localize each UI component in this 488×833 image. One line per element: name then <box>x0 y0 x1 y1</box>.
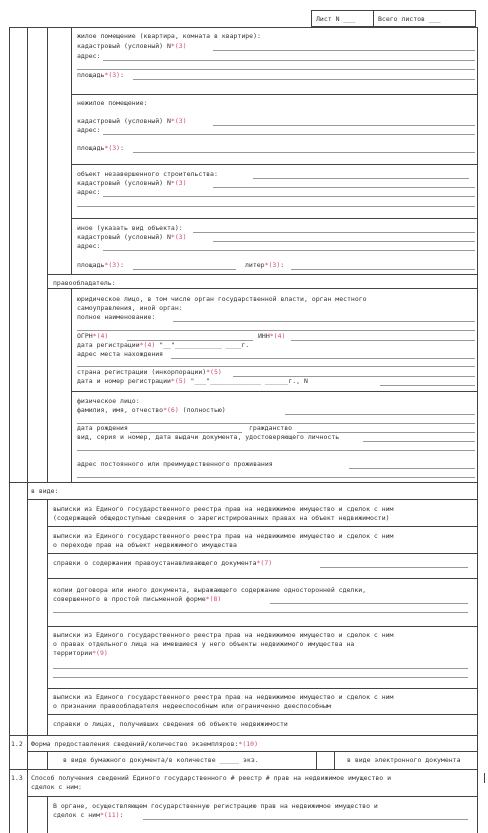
option-line: территории <box>53 649 93 657</box>
option-input[interactable] <box>270 603 468 604</box>
birth-date-label: дата рождения <box>77 424 128 432</box>
divider <box>47 688 477 689</box>
unfinished-title: объект незавершенного строительства: <box>77 170 218 178</box>
citizenship-label: гражданство <box>249 424 293 432</box>
registration-number-field[interactable]: "___"_____________ ______г., N <box>190 377 308 385</box>
residential-area-input[interactable] <box>133 79 475 80</box>
column-divider <box>47 751 48 769</box>
nonresidential-cadastral-input[interactable] <box>213 125 475 126</box>
registration-date-label: дата регистрации <box>77 341 140 349</box>
column-divider-2 <box>47 27 48 482</box>
section-line-1: Способ получения сведений Единого государственного # реестр # прав на недвижимое имущество и <box>31 774 392 782</box>
option-line: о признании правообладателя недееспособным или ограниченно дееспособным <box>53 702 331 710</box>
form-section-title: в виде: <box>31 487 59 495</box>
individual-title: физическое лицо: <box>77 397 140 405</box>
footnote-ref: *(4) <box>139 341 156 349</box>
option-line: справки о лицах, получивших сведения об объекте недвижимости <box>53 720 288 728</box>
footnote-ref: *(10) <box>238 740 258 748</box>
inn-input[interactable] <box>291 340 475 341</box>
location-address-input-2[interactable] <box>77 366 475 367</box>
divider <box>9 735 478 736</box>
footnote-ref: *(5) <box>206 368 222 376</box>
option-line: справки о содержании правоустанавливающего документа <box>53 559 257 567</box>
nonresidential-title: нежилое помещение: <box>77 99 148 107</box>
footnote-ref: *(9) <box>92 649 108 657</box>
legal-full-name-input-2[interactable] <box>77 330 475 331</box>
option-line: выписки из Единого государственного реестра прав на недвижимое имущество и сделок с ним <box>53 532 394 540</box>
legal-line-2: самоуправления, иной орган: <box>77 304 183 312</box>
footnote-ref: *(3) <box>104 261 121 269</box>
footnote-ref: *(6) <box>163 406 179 414</box>
divider <box>47 288 477 289</box>
full-name-label: фамилия, имя, отчество <box>77 406 164 414</box>
unfinished-address-input[interactable] <box>103 196 475 197</box>
paper-document-option[interactable]: в виде бумажного документа/в количестве _____ экз. <box>63 756 259 764</box>
identity-document-input-2[interactable] <box>77 450 475 451</box>
other-title: иное (указать вид объекта): <box>77 224 183 232</box>
column-divider <box>47 499 48 735</box>
option-input[interactable] <box>143 819 468 820</box>
location-address-input[interactable] <box>171 358 475 359</box>
residential-address-input[interactable] <box>103 60 475 61</box>
divider <box>47 553 477 554</box>
unfinished-cadastral-input[interactable] <box>213 187 475 188</box>
footnote-ref: *(3) <box>104 144 121 152</box>
residential-cadastral-label: кадастровый (условный) N <box>77 42 171 50</box>
residence-address-input-2[interactable] <box>77 477 475 478</box>
footnote-ref: *(3) <box>104 71 121 79</box>
footnote-ref: *(3) <box>170 179 187 187</box>
option-line: В органе, осуществляющем государственную регистрацию прав на недвижимое имущество и <box>53 802 378 810</box>
option-line: (содержащей общедоступные сведения о зарегистрированных правах на объект недвижимости) <box>53 514 390 522</box>
other-liter-label: литер <box>245 261 265 269</box>
full-name-hint: (полностью) <box>182 406 226 414</box>
other-title-input[interactable] <box>193 232 475 233</box>
column-divider-3b <box>71 288 72 482</box>
unfinished-address-label: адрес: <box>77 188 101 196</box>
option-line: выписки из Единого государственного реестра прав на недвижимое имущество и сделок с ним <box>53 505 394 513</box>
frame-right <box>477 27 478 833</box>
divider <box>27 499 477 500</box>
option-line: копии договора или иного документа, выражающего содержание односторонней сделки, <box>53 586 367 594</box>
residential-cadastral-input[interactable] <box>213 50 475 51</box>
electronic-document-option[interactable]: в виде электронного документа <box>347 756 461 764</box>
divider <box>71 94 477 95</box>
divider <box>47 626 477 627</box>
option-line: о правах отдельного лица на имевшиеся у него объекты недвижимого имущества на <box>53 640 355 648</box>
total-sheets-label: Всего листов ___ <box>378 15 441 23</box>
footnote-ref: *(3) <box>170 117 187 125</box>
divider <box>9 769 478 770</box>
option-input-2[interactable] <box>53 612 468 613</box>
legal-full-name-input[interactable] <box>173 321 475 322</box>
registration-country-label: страна регистрации (инкорпорации) <box>77 368 207 376</box>
section-number: 1.3 <box>11 774 23 782</box>
identity-document-input[interactable] <box>363 441 475 442</box>
residential-address-input-2[interactable] <box>77 69 475 70</box>
other-address-label: адрес: <box>77 242 101 250</box>
footnote-ref: *(8) <box>205 595 222 603</box>
divider <box>71 164 477 165</box>
legal-full-name-label: полное наименование: <box>77 313 156 321</box>
unfinished-title-input[interactable] <box>253 178 469 179</box>
nonresidential-area-input[interactable] <box>133 152 475 153</box>
other-liter-input[interactable] <box>291 269 475 270</box>
other-address-input[interactable] <box>103 250 475 251</box>
nonresidential-area-label: площадь <box>77 144 105 152</box>
section-number: 1.2 <box>11 740 23 748</box>
other-cadastral-input[interactable] <box>213 241 475 242</box>
divider <box>47 714 477 715</box>
divider <box>9 482 478 483</box>
residence-address-label: адрес постоянного или преимущественного проживания <box>77 460 273 468</box>
full-name-input[interactable] <box>285 414 475 415</box>
footnote-ref: *(4) <box>269 332 286 340</box>
column-divider <box>334 751 335 769</box>
footnote-ref: *(4) <box>92 332 109 340</box>
option-line: выписки из Единого государственного реестра прав на недвижимое имущество и сделок с ним <box>53 693 394 701</box>
option-line: о переходе прав на объект недвижимого имущества <box>53 541 237 549</box>
column-divider <box>27 769 28 833</box>
option-line: выписки из Единого государственного реестра прав на недвижимое имущество и сделок с ним <box>53 631 394 639</box>
divider <box>47 274 477 275</box>
column-divider <box>27 735 28 769</box>
inn-label: ИНН <box>258 332 270 340</box>
option-line: сделок с ним <box>53 811 100 819</box>
registration-number-label: дата и номер регистрации <box>77 377 171 385</box>
nonresidential-cadastral-label: кадастровый (условный) N <box>77 117 171 125</box>
sheet-number-label: Лист N ___ <box>316 15 356 23</box>
rightholder-title: правообладатель: <box>53 279 116 287</box>
divider <box>71 391 477 392</box>
other-area-input[interactable] <box>133 269 236 270</box>
option-input-2[interactable] <box>53 677 468 678</box>
other-cadastral-label: кадастровый (условный) N <box>77 233 171 241</box>
column-divider <box>47 796 48 833</box>
column-divider <box>316 751 317 769</box>
footnote-ref: *(5) <box>170 377 187 385</box>
divider <box>27 796 477 797</box>
frame-left <box>9 27 10 833</box>
residential-title: жилое помещение (квартира, комната в квартире): <box>77 32 261 40</box>
footnote-ref: *(3) <box>170 233 187 241</box>
section-title: Форма предоставления сведений/количество экземпляров: <box>31 740 239 748</box>
registration-number-input[interactable] <box>380 385 475 386</box>
registration-date-field[interactable]: "__"____________ ____г. <box>159 341 250 349</box>
other-area-label: площадь <box>77 261 105 269</box>
divider <box>47 578 477 579</box>
column-divider-3 <box>71 27 72 274</box>
footnote-ref: *(7) <box>256 559 273 567</box>
frame-top <box>9 27 478 28</box>
identity-document-label: вид, серия и номер, дата выдачи документа, удостоверяющего личность <box>77 433 340 441</box>
divider <box>71 218 477 219</box>
footnote-ref: *(3) <box>264 261 281 269</box>
unfinished-cadastral-label: кадастровый (условный) N <box>77 179 171 187</box>
legal-line-1: юридическое лицо, в том числе орган государственной власти, орган местного <box>77 295 367 303</box>
ogrn-label: ОГРН <box>77 332 93 340</box>
unfinished-address-input-2[interactable] <box>77 206 475 207</box>
section-line-2: сделок с ним: <box>31 783 82 791</box>
margin-mark <box>484 773 485 783</box>
nonresidential-address-input[interactable] <box>103 134 475 135</box>
divider <box>47 526 477 527</box>
footnote-ref: *(11) <box>99 811 120 819</box>
divider <box>27 751 477 752</box>
footnote-ref: *(3) <box>170 42 187 50</box>
form-page: Лист N ___ Всего листов ___ жилое помещение (квартира, комната в квартире): кадастровый (условный) N*(3) адрес: площадь*(3): нежилое помещение: кадастровый (условный) N*(3) адрес: площадь*(3): объект незавершенного строительства: кадастровый (условный) N*(3) адрес: иное (указать вид объекта): кадастровый (условный) N*(3) адрес: площадь*(3): литер*(3): правообладатель: юридическое лицо, в том числе орган государственной власти, орган местного самоуправления, иной орган: полное наименование: ОГРН*(4) ИНН*(4) дата регистрации*(4) "__"____________ ____г. адрес места нахождения страна регистрации (инкорпорации)*(5) дата и номер регистрации*(5) "___"_____________ ______г., N физическое лицо: фамилия, имя, отчество*(6) (полностью) дата рождения гражданство вид, серия и номер, дата выдачи документа, удостоверяющего личность адрес постоянного или преимущественного проживания в виде: выписки из Единого государственного реестра прав на недвижимое имущество и сделок с ним (содержащей общедоступные сведения о зарегистрированных правах на объект недвижимости) выписки из Единого государственного реестра прав на недвижимое имущество и сделок с ним о переходе прав на объект недвижимого имущества справки о содержании правоустанавливающего документа*(7) копии договора или иного документа, выражающего содержание односторонней сделки, совершенного в простой письменной форме*(8) выписки из Единого государственного реестра прав на недвижимое имущество и сделок с ним о правах отдельного лица на имевшиеся у него объекты недвижимого имущества на территории*(9) выписки из Единого государственного реестра прав на недвижимое имущество и сделок с ним о признании правообладателя недееспособным или ограниченно дееспособным справки о лицах, получивших сведения об объекте недвижимости 1.2 Форма предоставления сведений/количество экземпляров:*(10) в виде бумажного документа/в количестве _____ экз. в виде электронного документа 1.3 Способ получения сведений Единого государственного # реестр # прав на недвижимое имущество и сделок с ним: В органе, осуществляющем государственную регистрацию прав на недвижимое имущество и сделок с ним*(11): <box>0 0 488 833</box>
residential-area-label: площадь <box>77 71 105 79</box>
nonresidential-address-label: адрес: <box>77 126 101 134</box>
option-input[interactable] <box>320 567 468 568</box>
option-input[interactable] <box>53 668 468 669</box>
location-address-label: адрес места нахождения <box>77 350 164 358</box>
residential-address-label: адрес: <box>77 52 101 60</box>
residence-address-input[interactable] <box>349 468 475 469</box>
option-line: совершенного в простой письменной форме <box>53 595 206 603</box>
column-divider-1 <box>27 27 28 482</box>
column-divider <box>27 482 28 735</box>
